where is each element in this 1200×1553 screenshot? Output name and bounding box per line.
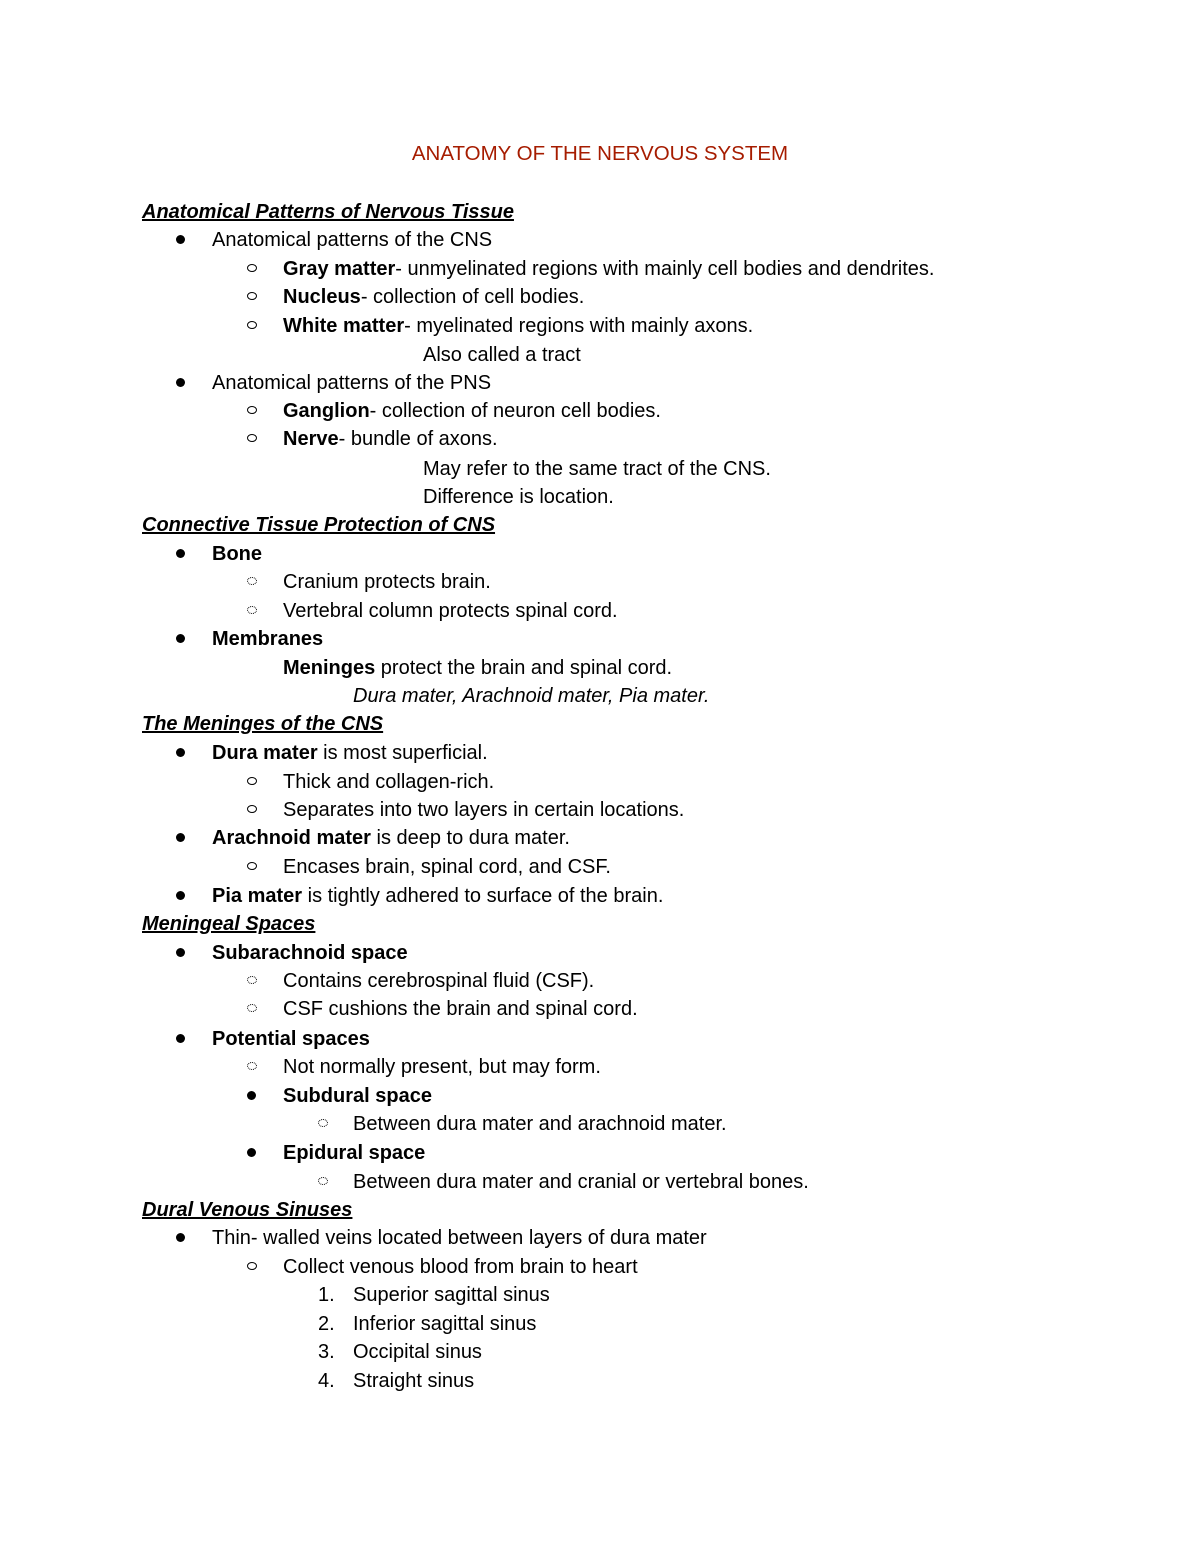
list-item xyxy=(283,257,934,281)
bullet-icon xyxy=(176,941,185,965)
list-item: Potential spaces xyxy=(212,1028,370,1050)
definition: is deep to dura mater. xyxy=(370,827,570,849)
list-item: Separates into two layers in certain locations. xyxy=(283,799,685,821)
list-item: Superior sagittal sinus xyxy=(353,1284,550,1306)
circle-bullet-icon xyxy=(247,399,257,423)
note-text: Difference is location. xyxy=(423,486,614,508)
dotted-circle-bullet-icon xyxy=(318,1112,328,1136)
list-item: Bone xyxy=(212,543,262,565)
term: White matter xyxy=(283,315,405,337)
bullet-icon xyxy=(176,371,185,395)
list-item: CSF cushions the brain and spinal cord. xyxy=(283,998,638,1020)
dotted-circle-bullet-icon xyxy=(247,969,257,993)
dotted-circle-bullet-icon xyxy=(247,997,257,1021)
list-item: Epidural space xyxy=(283,1142,426,1164)
list-number: 3. xyxy=(318,1341,335,1363)
bullet-icon xyxy=(176,741,185,765)
list-number: 4. xyxy=(318,1370,335,1392)
dotted-circle-bullet-icon xyxy=(247,1055,257,1079)
bullet-icon xyxy=(176,627,185,651)
definition: - myelinated regions with mainly axons. xyxy=(404,315,754,337)
circle-bullet-icon xyxy=(247,798,257,822)
definition: - collection of neuron cell bodies. xyxy=(369,400,661,422)
bullet-icon xyxy=(247,1084,256,1108)
term: Dura mater xyxy=(212,742,318,764)
list-number: 1. xyxy=(318,1284,335,1306)
list-item: Subarachnoid space xyxy=(212,942,408,964)
list-item: Contains cerebrospinal fluid (CSF). xyxy=(283,970,595,992)
definition: protect the brain and spinal cord. xyxy=(375,657,673,679)
definition: - collection of cell bodies. xyxy=(360,286,585,308)
list-item xyxy=(283,656,672,680)
circle-bullet-icon xyxy=(247,855,257,879)
list-item: Anatomical patterns of the CNS xyxy=(212,229,493,251)
bullet-icon xyxy=(176,826,185,850)
list-item: Not normally present, but may form. xyxy=(283,1056,601,1078)
list-item: Thin- walled veins located between layers of dura mater xyxy=(212,1227,707,1249)
bullet-icon xyxy=(247,1141,256,1165)
list-item xyxy=(212,884,663,908)
term: Pia mater xyxy=(212,885,303,907)
term: Ganglion xyxy=(283,400,370,422)
definition: is tightly adhered to surface of the brain. xyxy=(302,885,664,907)
circle-bullet-icon xyxy=(247,257,257,281)
list-item: Cranium protects brain. xyxy=(283,571,491,593)
definition: - unmyelinated regions with mainly cell bodies and dendrites. xyxy=(395,258,935,280)
circle-bullet-icon xyxy=(247,427,257,451)
section-heading-patterns: Anatomical Patterns of Nervous Tissue xyxy=(142,201,514,223)
circle-bullet-icon xyxy=(247,285,257,309)
dotted-circle-bullet-icon xyxy=(247,599,257,623)
list-item xyxy=(283,285,584,309)
circle-bullet-icon xyxy=(247,770,257,794)
bullet-icon xyxy=(176,884,185,908)
section-heading-meninges: The Meninges of the CNS xyxy=(142,713,384,735)
dotted-circle-bullet-icon xyxy=(318,1170,328,1194)
dotted-circle-bullet-icon xyxy=(247,570,257,594)
list-item: Membranes xyxy=(212,628,324,650)
term: Gray matter xyxy=(283,258,396,280)
list-item xyxy=(283,314,753,338)
list-item: Anatomical patterns of the PNS xyxy=(212,372,492,394)
list-item: Occipital sinus xyxy=(353,1341,482,1363)
list-number: 2. xyxy=(318,1313,335,1335)
list-item: Vertebral column protects spinal cord. xyxy=(283,600,618,622)
note-text: May refer to the same tract of the CNS. xyxy=(423,458,771,480)
list-item: Collect venous blood from brain to heart xyxy=(283,1256,638,1278)
list-item: Thick and collagen-rich. xyxy=(283,771,495,793)
list-item: Between dura mater and cranial or vertebral bones. xyxy=(353,1171,809,1193)
term: Arachnoid mater xyxy=(212,827,371,849)
bullet-icon xyxy=(176,542,185,566)
note-text: Dura mater, Arachnoid mater, Pia mater. xyxy=(353,685,710,707)
list-item: Between dura mater and arachnoid mater. xyxy=(353,1113,727,1135)
list-item: Straight sinus xyxy=(353,1370,475,1392)
term: Nerve xyxy=(283,428,339,450)
note-text: Also called a tract xyxy=(423,344,581,366)
definition: - bundle of axons. xyxy=(338,428,498,450)
bullet-icon xyxy=(176,228,185,252)
list-item: Subdural space xyxy=(283,1085,432,1107)
bullet-icon xyxy=(176,1027,185,1051)
term: Meninges xyxy=(283,657,376,679)
circle-bullet-icon xyxy=(247,1255,257,1279)
bullet-icon xyxy=(176,1226,185,1250)
section-heading-spaces: Meningeal Spaces xyxy=(142,913,316,935)
list-item xyxy=(283,427,498,451)
list-item: Inferior sagittal sinus xyxy=(353,1313,537,1335)
list-item xyxy=(212,826,570,850)
section-heading-connective: Connective Tissue Protection of CNS xyxy=(142,514,496,536)
section-heading-sinuses: Dural Venous Sinuses xyxy=(142,1199,353,1221)
list-item xyxy=(283,399,661,423)
page-title: ANATOMY OF THE NERVOUS SYSTEM xyxy=(411,142,789,165)
list-item xyxy=(212,741,488,765)
definition: is most superficial. xyxy=(317,742,488,764)
list-item: Encases brain, spinal cord, and CSF. xyxy=(283,856,611,878)
circle-bullet-icon xyxy=(247,314,257,338)
term: Nucleus xyxy=(283,286,361,308)
